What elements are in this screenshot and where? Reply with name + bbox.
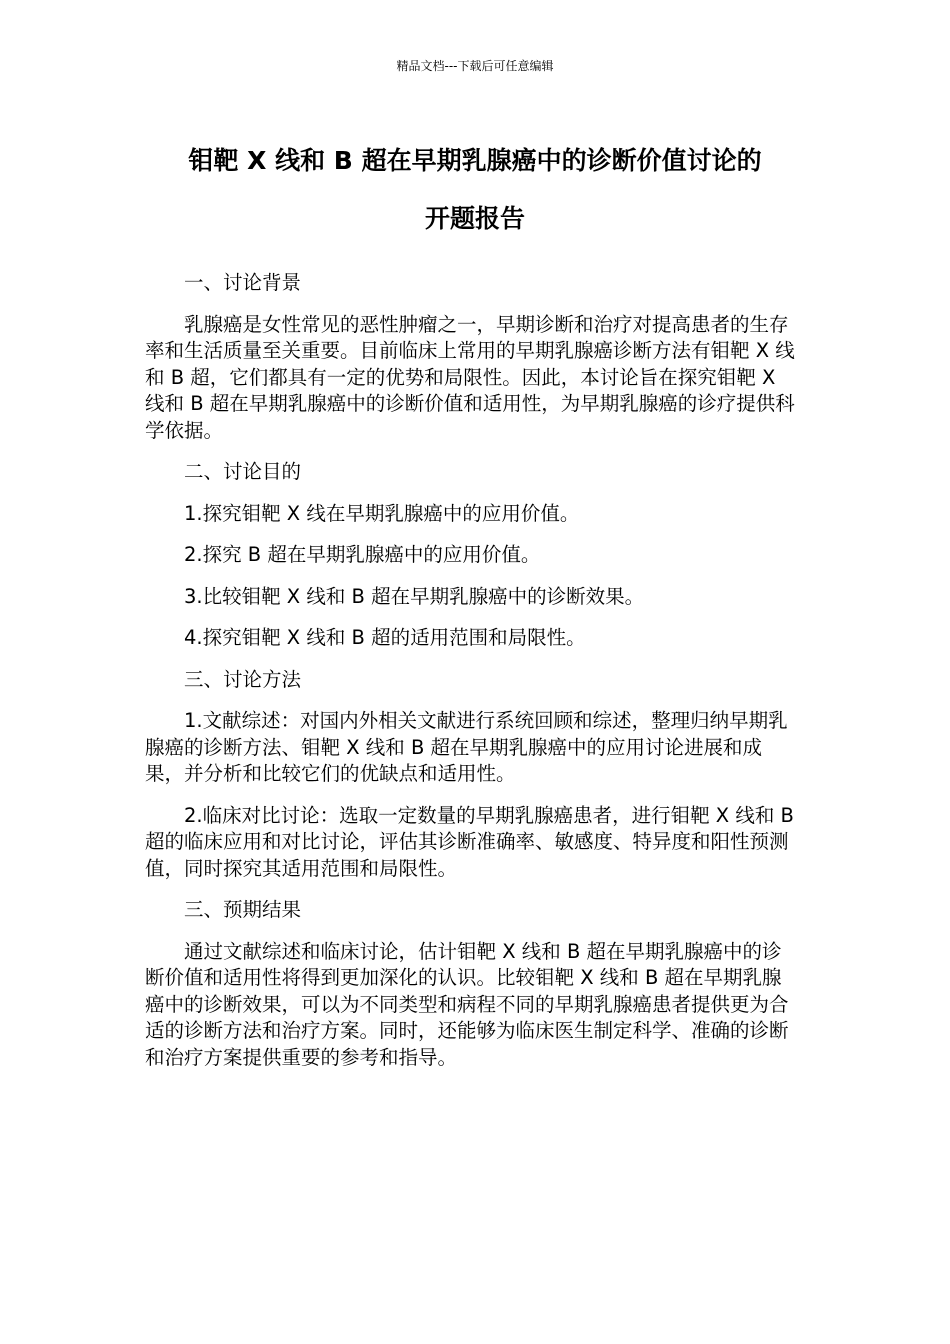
title-line-1: 钼靶 X 线和 B 超在早期乳腺癌中的诊断价值讨论的: [188, 146, 762, 175]
page-header: 精品文档---下载后可任意编辑: [396, 59, 554, 73]
document-body: [145, 270, 800, 1086]
objective-item: 3.比较钼靶 X 线和 B 超在早期乳腺癌中的诊断效果。: [184, 584, 645, 608]
section-heading-objectives: 二、讨论目的: [184, 460, 302, 483]
section-heading-background: 一、讨论背景: [184, 271, 302, 294]
objective-item: 2.探究 B 超在早期乳腺癌中的应用价值。: [184, 543, 541, 566]
document-title: [145, 132, 805, 248]
background-paragraph: 乳腺癌是女性常见的恶性肿瘤之一，早期诊断和治疗对提高患者的生存率和生活质量至关重要。目前临床上常用的早期乳腺癌诊断方法有钼靶 X 线和 B 超，它们都具有一定的优势和局限性。因此，本讨论旨在探究钼靶 X 线和 B 超在早期乳腺癌中的诊断价值和适用性，为早期乳腺癌的诊疗提供科学依据。: [145, 312, 795, 442]
objective-item: 1.探究钼靶 X 线在早期乳腺癌中的应用价值。: [184, 501, 580, 525]
method-item: 2.临床对比讨论：选取一定数量的早期乳腺癌患者，进行钼靶 X 线和 B 超的临床应用和对比讨论，评估其诊断准确率、敏感度、特异度和阳性预测值，同时探究其适用范围和局限性。: [145, 803, 794, 880]
results-paragraph: 通过文献综述和临床讨论，估计钼靶 X 线和 B 超在早期乳腺癌中的诊断价值和适用性将得到更加深化的认识。比较钼靶 X 线和 B 超在早期乳腺癌中的诊断效果，可以为不同类型和病程不同的早期乳腺癌患者提供更为合适的诊断方法和治疗方案。同时，还能够为临床医生制定科学、准确的诊断和治疗方案提供重要的参考和指导。: [145, 939, 789, 1069]
objective-item: 4.探究钼靶 X 线和 B 超的适用范围和局限性。: [184, 626, 586, 649]
section-heading-methods: 三、讨论方法: [184, 667, 302, 691]
title-line-2: 开题报告: [424, 204, 525, 233]
method-item: 1.文献综述：对国内外相关文献进行系统回顾和综述，整理归纳早期乳腺癌的诊断方法、钼靶 X 线和 B 超在早期乳腺癌中的应用讨论进展和成果，并分析和比较它们的优缺点和适用性。: [145, 709, 788, 785]
section-heading-results: 三、预期结果: [184, 898, 302, 921]
